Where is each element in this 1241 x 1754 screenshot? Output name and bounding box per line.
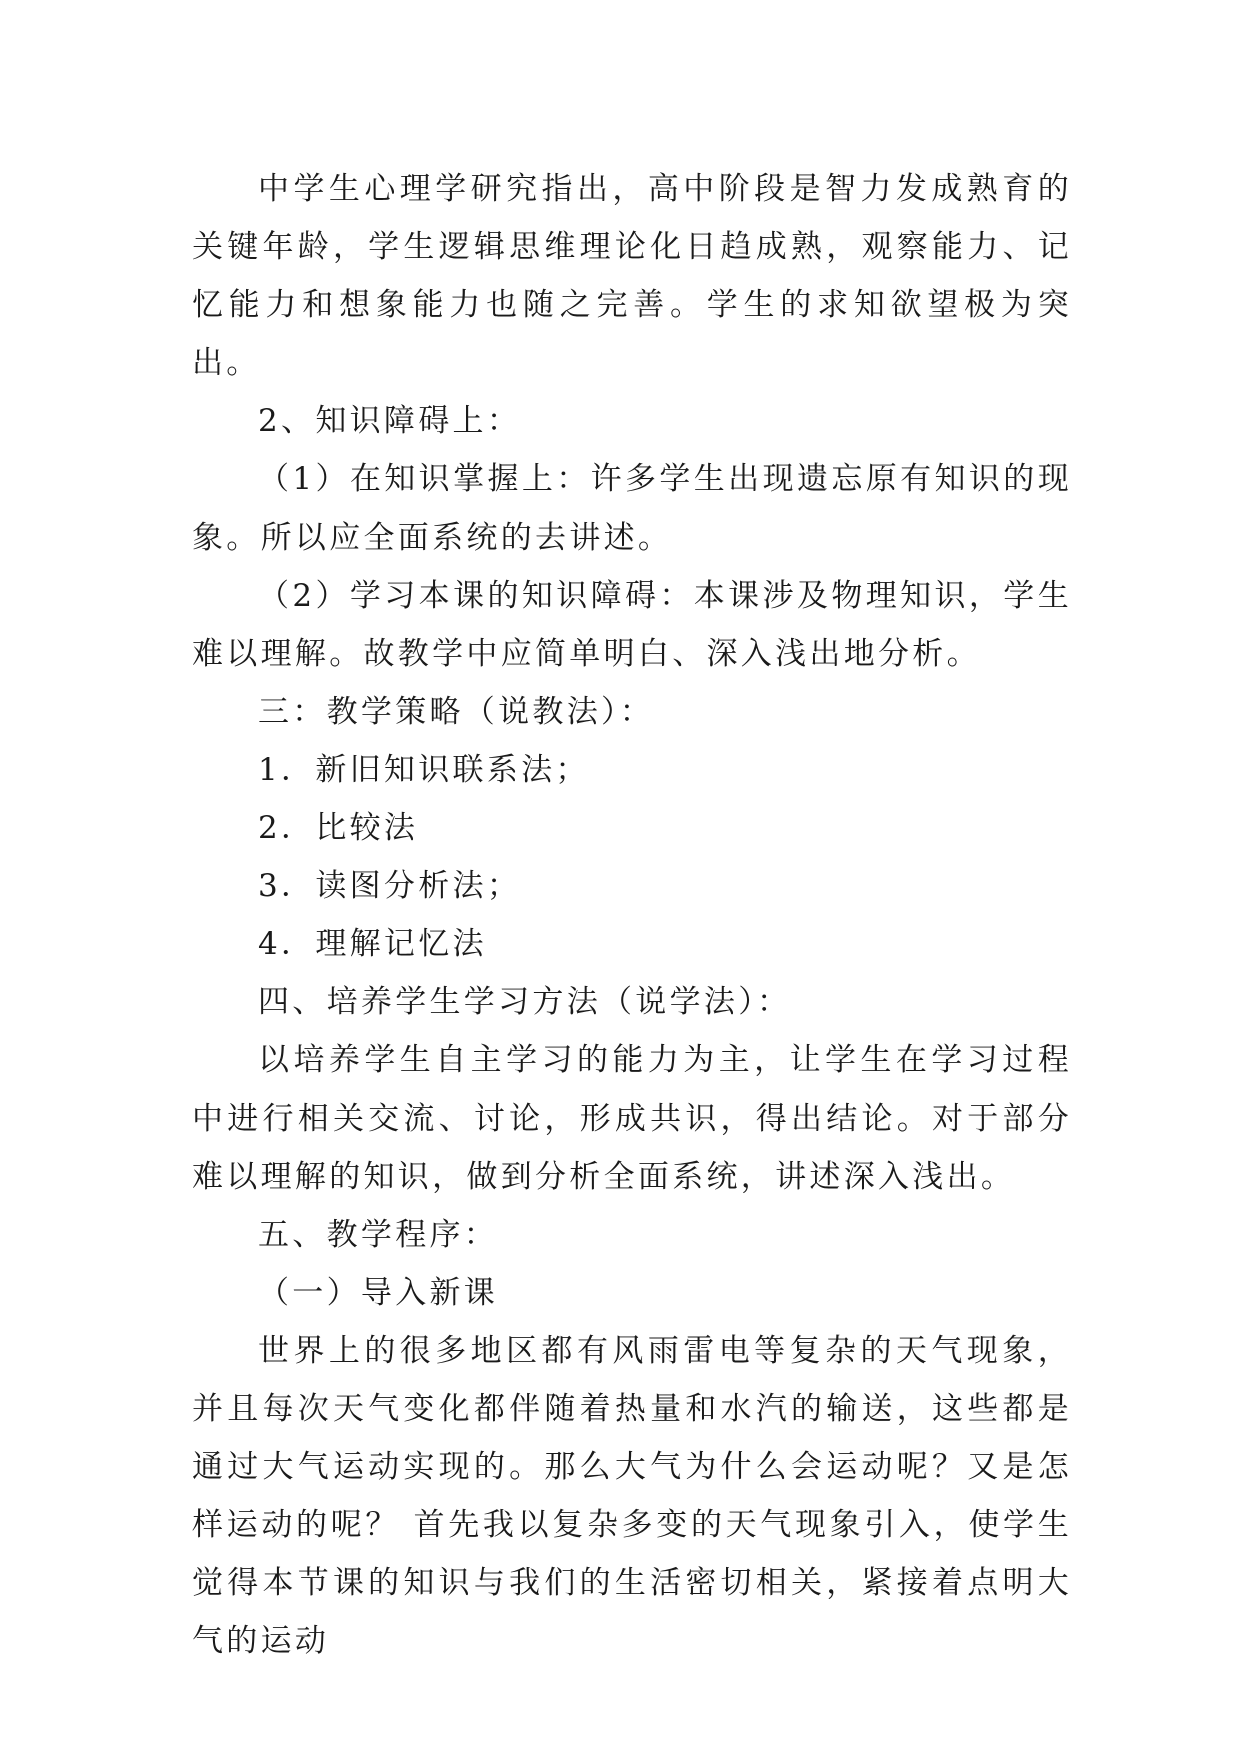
list-item-method-3: 3．读图分析法； — [258, 868, 522, 905]
heading-teaching-strategy: 三：教学策略（说教法）： — [258, 693, 655, 730]
paragraph-obstacle-1: （1）在知识掌握上：许多学生出现遗忘原有知识的现象。所以应全面系统的去讲述。 — [192, 461, 1072, 556]
heading-knowledge-obstacles: 2、知识障碍上： — [258, 403, 522, 440]
paragraph-introduction: 世界上的很多地区都有风雨雷电等复杂的天气现象，并且每次天气变化都伴随着热量和水汽的输送，这些都是通过大气运动实现的。那么大气为什么会运动呢？又是怎样运动的呢？ 首先我以复杂多变的天气现象引入，使学生觉得本节课的知识与我们的生活密切相关，紧接着点明大气的运动 — [192, 1332, 1072, 1660]
document-body — [192, 160, 1072, 1670]
heading-learning-methods: 四、培养学生学习方法（说学法）： — [258, 984, 792, 1021]
paragraph-obstacle-2: （2）学习本课的知识障碍：本课涉及物理知识，学生难以理解。故教学中应简单明白、深入浅出地分析。 — [192, 577, 1072, 672]
list-item-method-2: 2．比较法 — [258, 810, 419, 847]
list-item-method-1: 1．新旧知识联系法； — [258, 751, 590, 788]
paragraph-learning-methods: 以培养学生自主学习的能力为主，让学生在学习过程中进行相关交流、讨论，形成共识，得出结论。对于部分难以理解的知识，做到分析全面系统，讲述深入浅出。 — [192, 1042, 1072, 1195]
heading-teaching-procedure: 五、教学程序： — [258, 1216, 499, 1253]
paragraph-psychology: 中学生心理学研究指出，高中阶段是智力发成熟育的关键年龄，学生逻辑思维理论化日趋成熟，观察能力、记忆能力和想象能力也随之完善。学生的求知欲望极为突出。 — [192, 171, 1072, 382]
heading-introduction: （一）导入新课 — [258, 1274, 499, 1311]
list-item-method-4: 4．理解记忆法 — [258, 926, 487, 963]
